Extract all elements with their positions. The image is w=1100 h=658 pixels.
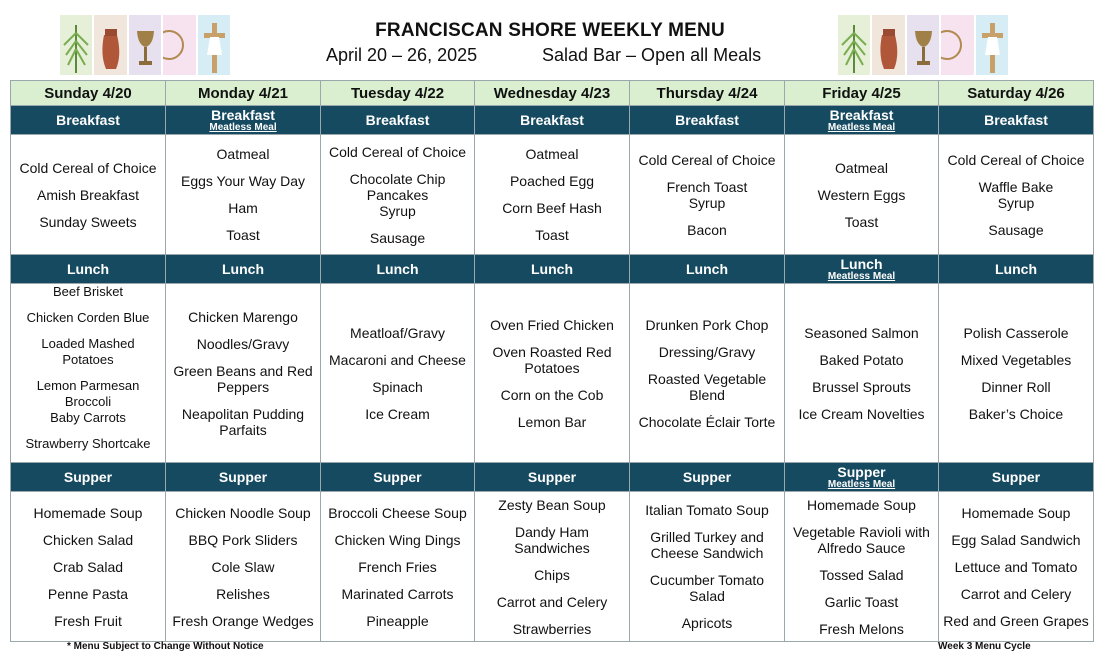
breakfast-header <box>321 106 475 135</box>
menu-item: Toast <box>226 227 260 243</box>
menu-item: Chocolate Éclair Torte <box>638 413 776 430</box>
day-header: Thursday 4/24 <box>630 81 785 106</box>
chalice-icon <box>907 15 939 75</box>
menu-item: Chicken Marengo <box>188 308 298 325</box>
menu-item: Garlic Toast <box>824 593 899 610</box>
menu-item: Relishes <box>216 585 270 602</box>
lunch-cell <box>785 284 939 463</box>
breakfast-cell <box>475 135 630 255</box>
menu-item: Baker’s Choice <box>968 405 1064 422</box>
menu-item: Oatmeal <box>525 146 579 162</box>
menu-item: Sausage <box>988 221 1044 238</box>
meal-label: Lunch <box>840 255 883 272</box>
crown-of-thorns-icon <box>941 15 973 75</box>
supper-row <box>11 492 1094 642</box>
meal-label: Breakfast <box>829 106 894 123</box>
meatless-meal-note: Meatless Meal <box>209 121 277 133</box>
breakfast-row <box>11 135 1094 255</box>
day-header: Friday 4/25 <box>785 81 939 106</box>
breakfast-header <box>630 106 785 135</box>
menu-item: Italian Tomato Soup <box>645 502 769 518</box>
day-header: Monday 4/21 <box>166 81 321 106</box>
page-title: FRANCISCAN SHORE WEEKLY MENU <box>375 20 725 41</box>
meal-label: Supper <box>373 469 422 485</box>
lunch-cell <box>475 284 630 463</box>
meal-label: Lunch <box>531 261 573 277</box>
menu-item: Vegetable Ravioli with Alfredo Sauce <box>793 523 930 556</box>
breakfast-header <box>166 106 321 135</box>
lunch-cell <box>166 284 321 463</box>
menu-item: Cold Cereal of Choice <box>19 159 157 176</box>
lunch-header <box>475 255 630 284</box>
pitcher-icon <box>872 15 904 75</box>
menu-item: Oven Roasted Red Potatoes <box>492 343 612 376</box>
breakfast-header <box>475 106 630 135</box>
menu-item: Cold Cereal of Choice <box>329 143 466 160</box>
supper-cell <box>785 492 939 642</box>
day-header: Saturday 4/26 <box>939 81 1094 106</box>
menu-item: Crab Salad <box>52 558 124 575</box>
supper-header <box>166 463 321 492</box>
meal-label: Supper <box>991 469 1041 485</box>
lunch-header <box>785 255 939 284</box>
menu-item: French Toast Syrup <box>666 178 748 211</box>
menu-item: Drunken Pork Chop <box>645 316 769 333</box>
supper-cell <box>321 492 475 642</box>
menu-item: Green Beans and Red Peppers <box>173 362 313 395</box>
meal-label: Lunch <box>376 261 419 277</box>
supper-header <box>785 463 939 492</box>
menu-item: Egg Salad Sandwich <box>951 531 1081 548</box>
menu-item: Dressing/Gravy <box>658 343 756 360</box>
menu-item: BBQ Pork Sliders <box>188 531 298 548</box>
menu-item: Sunday Sweets <box>39 213 137 230</box>
menu-item: Polish Casserole <box>963 324 1069 341</box>
meal-label: Supper <box>63 469 113 485</box>
menu-item: Tossed Salad <box>819 566 904 583</box>
menu-item: Homemade Soup <box>33 504 143 521</box>
menu-item: Dinner Roll <box>981 378 1051 395</box>
menu-item: Marinated Carrots <box>341 585 454 602</box>
day-header: Tuesday 4/22 <box>321 81 475 106</box>
meal-label: Supper <box>527 469 577 485</box>
meal-label: Supper <box>218 469 268 485</box>
menu-item: Western Eggs <box>817 186 906 203</box>
menu-item: Carrot and Celery <box>960 585 1072 602</box>
meal-label: Breakfast <box>211 106 275 123</box>
menu-item: Eggs Your Way Day <box>181 173 305 189</box>
menu-item: Chicken Wing Dings <box>334 531 461 548</box>
menu-item: Toast <box>535 227 569 243</box>
meal-label: Supper <box>682 469 732 485</box>
menu-item: Pineapple <box>366 612 429 629</box>
supper-cell <box>630 492 785 642</box>
palm-icon <box>838 15 870 75</box>
breakfast-cell <box>11 135 166 255</box>
breakfast-header <box>785 106 939 135</box>
meal-label: Breakfast <box>520 112 584 128</box>
supper-cell <box>939 492 1094 642</box>
menu-item: Fresh Orange Wedges <box>172 612 314 629</box>
breakfast-header-row <box>11 106 1094 135</box>
day-header: Wednesday 4/23 <box>475 81 630 106</box>
lunch-cell <box>630 284 785 463</box>
menu-item: Lemon Parmesan Broccoli Baby Carrots <box>36 378 140 425</box>
menu-item: Meatloaf/Gravy <box>350 324 445 341</box>
menu-item: Broccoli Cheese Soup <box>328 504 467 521</box>
day-header-row <box>11 81 1094 106</box>
menu-item: Zesty Bean Soup <box>498 496 606 513</box>
menu-item: Carrot and Celery <box>496 593 608 610</box>
lunch-row <box>11 284 1094 463</box>
lunch-header <box>11 255 166 284</box>
menu-item: Roasted Vegetable Blend <box>647 370 767 403</box>
menu-item: Beef Brisket <box>52 284 124 299</box>
change-notice: * Menu Subject to Change Without Notice <box>67 641 264 652</box>
breakfast-header <box>11 106 166 135</box>
menu-item: Penne Pasta <box>47 585 129 602</box>
menu-item: Seasoned Salmon <box>804 324 919 341</box>
easter-decoration-right <box>838 15 1010 75</box>
menu-item: Baked Potato <box>819 351 904 368</box>
date-range: April 20 – 26, 2025 <box>326 45 478 65</box>
meal-label: Breakfast <box>675 112 739 128</box>
lunch-cell <box>11 284 166 463</box>
breakfast-cell <box>166 135 321 255</box>
supper-header <box>321 463 475 492</box>
day-header: Sunday 4/20 <box>11 81 166 106</box>
menu-item: Loaded Mashed Potatoes <box>41 336 135 367</box>
menu-item: Chicken Noodle Soup <box>175 504 311 521</box>
menu-item: Cole Slaw <box>211 558 275 575</box>
meal-label: Lunch <box>686 261 728 277</box>
menu-item: Apricots <box>681 615 733 631</box>
menu-item: Oven Fried Chicken <box>490 316 614 333</box>
weekly-menu-table <box>10 80 1094 642</box>
menu-item: Chicken Salad <box>42 531 134 548</box>
menu-item: Amish Breakfast <box>37 186 139 203</box>
menu-item: Chips <box>534 566 570 583</box>
supper-header <box>475 463 630 492</box>
menu-item: Sausage <box>369 229 426 246</box>
menu-item: Red and Green Grapes <box>943 612 1089 629</box>
salad-bar-note: Salad Bar – Open all Meals <box>542 45 762 65</box>
lunch-header <box>166 255 321 284</box>
menu-item: Lettuce and Tomato <box>954 558 1078 575</box>
supper-header <box>630 463 785 492</box>
supper-header-row <box>11 463 1094 492</box>
menu-item: Oatmeal <box>835 159 888 176</box>
meal-label: Lunch <box>995 261 1037 277</box>
menu-item: Fresh Melons <box>819 620 904 637</box>
cross-icon <box>976 15 1008 75</box>
breakfast-cell <box>785 135 939 255</box>
meal-label: Breakfast <box>984 112 1048 128</box>
breakfast-cell <box>321 135 475 255</box>
menu-item: Cold Cereal of Choice <box>638 151 776 168</box>
menu-item: Neapolitan Pudding Parfaits <box>181 405 305 438</box>
menu-item: Chocolate Chip Pancakes Syrup <box>349 170 446 219</box>
menu-item: Poached Egg <box>509 173 595 189</box>
menu-item: Strawberry Shortcake <box>25 436 151 451</box>
supper-cell <box>475 492 630 642</box>
menu-header <box>0 0 1100 80</box>
lunch-cell <box>321 284 475 463</box>
breakfast-cell <box>939 135 1094 255</box>
menu-item: French Fries <box>358 558 437 575</box>
meal-label: Breakfast <box>365 112 430 128</box>
meal-label: Lunch <box>222 261 264 277</box>
meatless-meal-note: Meatless Meal <box>827 121 896 133</box>
menu-item: Bacon <box>687 221 727 238</box>
menu-item: Noodles/Gravy <box>196 335 290 352</box>
menu-item: Toast <box>844 213 879 230</box>
menu-item: Corn on the Cob <box>500 386 604 403</box>
meal-label: Supper <box>837 463 886 480</box>
menu-item: Waffle Bake Syrup <box>978 178 1054 211</box>
menu-item: Homemade Soup <box>807 496 916 513</box>
meatless-meal-note: Meatless Meal <box>827 270 896 282</box>
supper-cell <box>11 492 166 642</box>
menu-item: Chicken Corden Blue <box>26 310 150 325</box>
breakfast-header <box>939 106 1094 135</box>
lunch-header <box>630 255 785 284</box>
menu-item: Cucumber Tomato Salad <box>649 572 765 604</box>
supper-header <box>939 463 1094 492</box>
menu-item: Ice Cream <box>365 405 430 422</box>
meal-label: Breakfast <box>56 112 120 128</box>
supper-header <box>11 463 166 492</box>
menu-item: Brussel Sprouts <box>812 378 911 395</box>
menu-item: Oatmeal <box>216 146 270 162</box>
lunch-header <box>321 255 475 284</box>
lunch-header <box>939 255 1094 284</box>
menu-item: Lemon Bar <box>517 413 587 430</box>
meal-label: Lunch <box>67 261 109 277</box>
menu-item: Mixed Vegetables <box>960 351 1072 368</box>
menu-item: Dandy Ham Sandwiches <box>514 523 590 556</box>
meatless-meal-note: Meatless Meal <box>827 478 896 490</box>
lunch-header-row <box>11 255 1094 284</box>
menu-item: Cold Cereal of Choice <box>947 151 1085 168</box>
menu-item: Ice Cream Novelties <box>798 405 925 422</box>
menu-item: Spinach <box>372 378 423 395</box>
menu-item: Grilled Turkey and Cheese Sandwich <box>650 529 764 561</box>
supper-cell <box>166 492 321 642</box>
menu-cycle-label: Week 3 Menu Cycle <box>938 641 1031 652</box>
menu-item: Homemade Soup <box>961 504 1071 521</box>
menu-item: Fresh Fruit <box>54 612 122 629</box>
lunch-cell <box>939 284 1094 463</box>
breakfast-cell <box>630 135 785 255</box>
menu-item: Ham <box>228 200 258 216</box>
menu-item: Macaroni and Cheese <box>329 351 466 368</box>
menu-item: Strawberries <box>512 620 592 637</box>
menu-item: Corn Beef Hash <box>502 200 602 216</box>
